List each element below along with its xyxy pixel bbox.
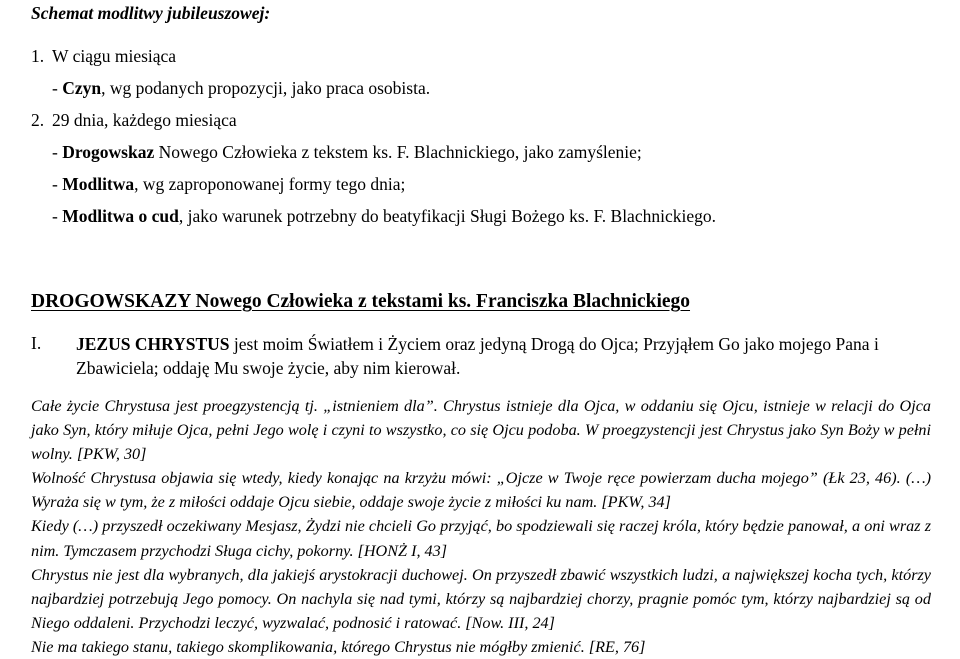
point-text	[76, 332, 946, 380]
point-bold: JEZUS CHRYSTUS	[76, 334, 230, 354]
sub-rest: , wg podanych propozycji, jako praca osobista.	[101, 78, 431, 98]
list-item-2-text: 29 dnia, każdego miesiąca	[52, 110, 237, 130]
point-number: I.	[31, 333, 42, 353]
dash: -	[52, 206, 63, 226]
sub-bold: Modlitwa	[62, 174, 135, 194]
quote-paragraph: Wolność Chrystusa objawia się wtedy, kiedy konając na krzyżu mówi: „Ojcze w Twoje ręce powierzam ducha mojego” (Łk 23, 46). (…) Wyraża się w tym, że z miłości oddaje Ojcu siebie, oddaje swoje życie z miłości ku nam. [PKW, 34]	[31, 469, 931, 512]
list-item-2-sub-1	[52, 141, 642, 163]
list-item-1-sub	[52, 77, 430, 99]
dash: -	[52, 174, 63, 194]
list-item-1-number: 1.	[31, 46, 45, 66]
sub-bold: Drogowskaz	[62, 142, 155, 162]
quote-paragraph: Chrystus nie jest dla wybranych, dla jakiejś arystokracji duchowej. On przyszedł zbawić wszystkich ludzi, a największej kocha tych, którzy najbardziej potrzebują Jego pomocy. On nachyla się nad tymi, którzy są najbardziej chorzy, pragnie pomóc tym, którzy najbardziej są od Niego oddaleni. Przychodzi leczyć, wyzwalać, podnosić i ratować. [Now. III, 24]	[31, 565, 931, 632]
sub-bold: Modlitwa o cud	[62, 206, 179, 226]
quote-paragraph: Całe życie Chrystusa jest proegzystencją tj. „istnieniem dla”. Chrystus istnieje dla Ojca, w oddaniu się Ojcu, istnieje w relacji do Ojca jako Syn, który miłuje Ojca, pełni Jego wolę i czyni to wszystko, co się Ojcu podoba. W proegzystencji jest Chrystus jako Syn Boży w pełni wolny. [PKW, 30]	[31, 397, 931, 464]
schemat-heading: Schemat modlitwy jubileuszowej:	[31, 3, 271, 23]
sub-bold: Czyn	[62, 78, 102, 98]
section-title: DROGOWSKAZY Nowego Człowieka z tekstami ks. Franciszka Blachnickiego	[31, 291, 691, 312]
sub-rest: , wg zaproponowanej formy tego dnia;	[134, 174, 406, 194]
quote-paragraph: Nie ma takiego stanu, takiego skomplikowania, którego Chrystus nie mógłby zmienić. [RE, 76]	[31, 637, 646, 656]
sub-rest: , jako warunek potrzebny do beatyfikacji Sługi Bożego ks. F. Blachnickiego.	[178, 206, 716, 226]
point-rest: jest moim Światłem i Życiem oraz jedyną Drogą do Ojca; Przyjąłem Go jako mojego Pana i Zbawiciela; oddaję Mu swoje życie, aby nim kierował.	[76, 334, 879, 378]
list-item-2-number: 2.	[31, 110, 45, 130]
dash: -	[52, 78, 63, 98]
list-item-2-sub-3	[52, 205, 716, 227]
quotes-block	[31, 394, 931, 659]
list-item-1-text: W ciągu miesiąca	[52, 46, 177, 66]
sub-rest: Nowego Człowieka z tekstem ks. F. Blachnickiego, jako zamyślenie;	[154, 142, 642, 162]
list-item-2-sub-2	[52, 173, 405, 195]
quote-paragraph: Kiedy (…) przyszedł oczekiwany Mesjasz, Żydzi nie chcieli Go przyjąć, bo spodziewali się raczej króla, który będzie panował, a oni wraz z nim. Tymczasem przychodzi Sługa cichy, pokorny. [HONŻ I, 43]	[31, 517, 931, 560]
dash: -	[52, 142, 63, 162]
